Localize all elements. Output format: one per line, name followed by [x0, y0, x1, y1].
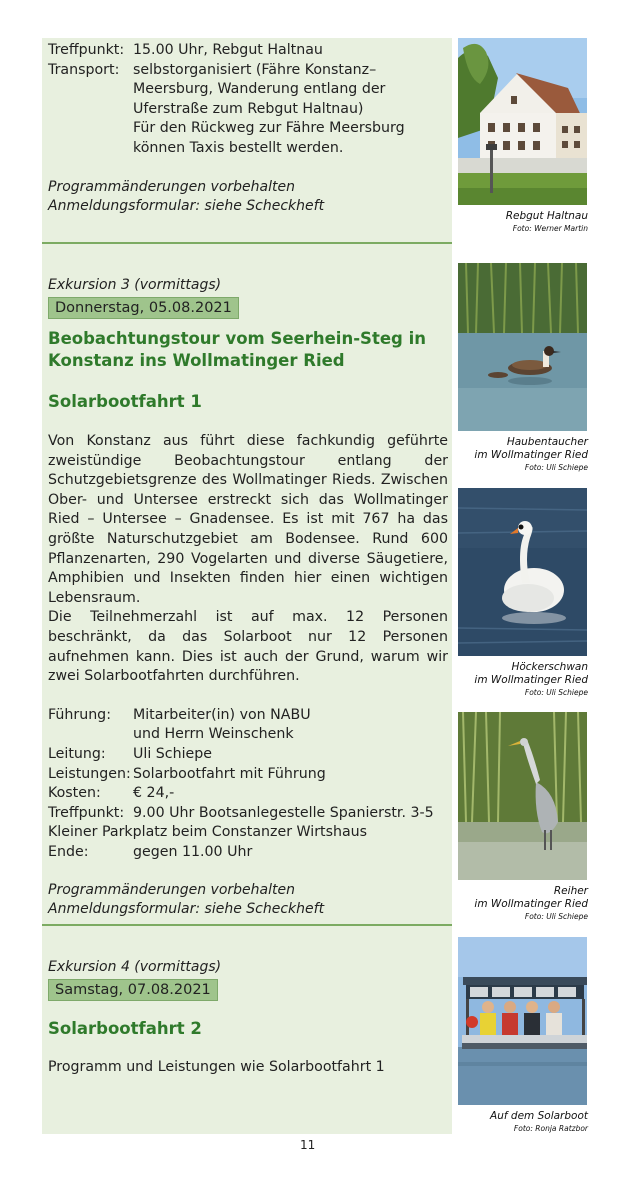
info-row	[48, 745, 448, 765]
tour-title: Beobachtungstour vom Seerhein-Steg in Konstanz ins Wollmatinger Ried	[48, 329, 426, 370]
block-2	[48, 276, 448, 919]
info-row	[48, 725, 448, 745]
participants-paragraph: Die Teilnehmerzahl ist auf max. 12 Personen beschränkt, da das Solarboot nur 12 Personen aufnehmen kann. Dies ist auch der Grund, warum wir zwei Solarbootfahrten durchführen.	[48, 609, 448, 685]
caption-subtitle: im Wollmatinger Ried	[474, 674, 588, 686]
block-3	[48, 958, 448, 1078]
photo-rebgut-haltnau	[458, 38, 587, 205]
section-divider	[42, 924, 452, 926]
section-divider	[42, 242, 452, 244]
info-row	[48, 784, 448, 804]
row-value: und Herrn Weinschenk	[133, 726, 294, 743]
photo-caption	[452, 661, 588, 698]
info-row	[48, 119, 448, 158]
registration-note: Anmeldungsformular: siehe Scheckheft	[48, 197, 325, 214]
photo-hoeckerschwan	[458, 488, 587, 656]
row-value: Für den Rückweg zur Fähre Meersburg können Taxis bestellt werden.	[133, 120, 405, 156]
registration-note: Anmeldungsformular: siehe Scheckheft	[48, 901, 325, 918]
program-note: Programmänderungen vorbehalten	[48, 882, 295, 899]
caption-title: Rebgut Haltnau	[505, 210, 588, 222]
description-paragraph: Von Konstanz aus führt diese fachkundig geführte zweistündige Beobachtungstour entlang der Schutzgebietsgrenze des Wollmatinger Rieds. Zwischen Ober- und Untersee erstreckt sich das Wollmatinger Ried – Untersee – Gnadensee. Es ist mit 767 ha das größte Naturschutzgebiet am Bodensee. Rund 600 Pflanzenarten, 290 Vogelarten und diverse Säugetiere, Amphibien und Insekten finden hier einen wichtigen Lebensraum.	[48, 433, 448, 606]
row-label: Führung:	[48, 706, 111, 723]
photo-credit: Foto: Werner Martin	[512, 224, 588, 233]
row-label: Transport:	[48, 61, 120, 78]
block-1	[48, 41, 448, 216]
row-label	[48, 119, 133, 158]
caption-title: Höckerschwan	[511, 661, 588, 673]
photo-reiher	[458, 712, 587, 880]
program-note: Programmänderungen vorbehalten	[48, 178, 295, 195]
photo-solarboot	[458, 937, 587, 1105]
row-label: Leitung:	[48, 745, 106, 762]
caption-subtitle: im Wollmatinger Ried	[474, 898, 588, 910]
excursion-label: Exkursion 3 (vormittags)	[48, 277, 222, 293]
photo-haubentaucher	[458, 263, 587, 431]
tour-text: Programm und Leistungen wie Solarbootfahrt 1	[48, 1059, 385, 1075]
row-value: Uli Schiepe	[133, 745, 212, 762]
photo-caption	[452, 1110, 588, 1134]
page-number: 11	[300, 1138, 316, 1152]
info-row	[48, 41, 448, 61]
photo-credit: Foto: Uli Schiepe	[524, 912, 588, 921]
caption-title: Auf dem Solarboot	[490, 1110, 588, 1122]
row-value: Solarbootfahrt mit Führung	[133, 765, 326, 782]
caption-subtitle: im Wollmatinger Ried	[474, 449, 588, 461]
row-value: gegen 11.00 Uhr	[133, 843, 253, 860]
photo-caption	[452, 885, 588, 922]
photo-credit: Foto: Uli Schiepe	[524, 463, 588, 472]
row-value: 9.00 Uhr Bootsanlegestelle Spanierstr. 3-5	[133, 804, 434, 821]
date-bar: Samstag, 07.08.2021	[48, 979, 218, 1001]
photo-credit: Foto: Uli Schiepe	[524, 688, 588, 697]
row-value: 15.00 Uhr, Rebgut Haltnau	[133, 42, 323, 58]
photo-caption	[452, 210, 588, 234]
info-row	[48, 61, 448, 120]
caption-title: Haubentaucher	[506, 436, 588, 448]
photo-caption	[452, 436, 588, 473]
photo-credit: Foto: Ronja Ratzbor	[513, 1124, 588, 1133]
row-label: Treffpunkt:	[48, 42, 125, 58]
tour-subtitle: Solarbootfahrt 2	[48, 1019, 202, 1038]
tour-subtitle: Solarbootfahrt 1	[48, 392, 202, 411]
row-label: Kosten:	[48, 785, 101, 802]
date-bar: Donnerstag, 05.08.2021	[48, 297, 239, 319]
parking-line: Kleiner Parkplatz beim Constanzer Wirtshaus	[48, 824, 368, 841]
row-label: Leistungen:	[48, 765, 131, 782]
caption-title: Reiher	[553, 885, 588, 897]
info-row	[48, 804, 448, 824]
info-row	[48, 843, 448, 863]
info-row	[48, 706, 448, 726]
excursion-label: Exkursion 4 (vormittags)	[48, 959, 222, 975]
row-value: Mitarbeiter(in) von NABU	[133, 706, 311, 723]
row-value: selbstorganisiert (Fähre Konstanz–Meersburg, Wanderung entlang der Uferstraße zum Rebgut Haltnau)	[133, 61, 386, 117]
row-label: Ende:	[48, 843, 89, 860]
row-label	[48, 725, 133, 745]
row-label: Treffpunkt:	[48, 804, 125, 821]
info-row	[48, 765, 448, 785]
row-value: € 24,-	[133, 785, 175, 802]
